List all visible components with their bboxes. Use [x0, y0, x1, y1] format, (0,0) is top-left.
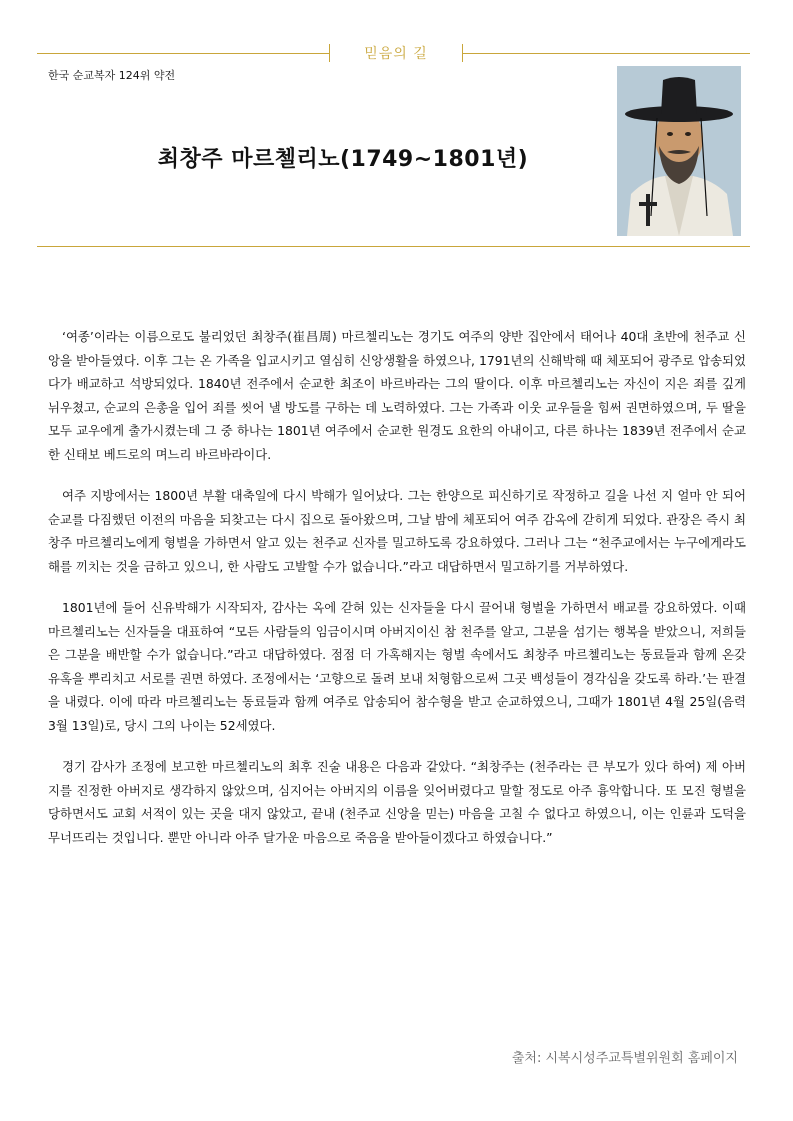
martyr-portrait — [617, 66, 741, 236]
paragraph-4: 경기 감사가 조정에 보고한 마르첼리노의 최후 진술 내용은 다음과 같았다. “최창주는 (천주라는 큰 부모가 있다 하여) 제 아버지를 진정한 아버지로 생각하지 않았으며, 심지어는 아버지의 이름을 잊어버렸다고 말할 정도로 아주 흉악합니다. 또 모진 형벌을 당하면서도 교회 서적이 있는 곳을 대지 않았고, 끝내 (천주교 신앙을 믿는) 마음을 고칠 수 없다고 하였으니, 이는 인륜과 도덕을 무너뜨리는 것입니다. 뿐만 아니라 아주 달가운 마음으로 죽음을 받아들이겠다고 하였습니다.” — [48, 759, 746, 845]
header-rule-right — [462, 53, 750, 54]
paragraph-2: 여주 지방에서는 1800년 부활 대축일에 다시 박해가 일어났다. 그는 한양으로 피신하기로 작정하고 길을 나선 지 얼마 안 되어 순교를 다짐했던 이전의 마음을 되찾고는 다시 집으로 돌아왔으며, 그날 밤에 체포되어 여주 감옥에 갇히게 되었다. 관장은 즉시 최창주 마르첼리노에게 형벌을 가하면서 알고 있는 천주교 신자를 밀고하도록 강요하였다. 그러나 그는 “천주교에서는 누구에게라도 해를 끼치는 것을 금하고 있으니, 한 사람도 고발할 수가 없습니다.”라고 대답하면서 밀고하기를 거부하였다. — [48, 488, 746, 574]
header-rule-left — [37, 53, 329, 54]
section-label: 믿음의 길 — [364, 46, 428, 62]
page-title: 최창주 마르첼리노(1749~1801년) — [157, 147, 529, 172]
source-citation: 출처: 시복시성주교특별위원회 홈페이지 — [511, 1051, 738, 1066]
portrait-illustration — [617, 66, 741, 236]
paragraph-3: 1801년에 들어 신유박해가 시작되자, 감사는 옥에 갇혀 있는 신자들을 다시 끌어내 형벌을 가하면서 배교를 강요하였다. 이때 마르첼리노는 신자들을 대표하여 “모든 사람들의 임금이시며 아버지이신 참 천주를 알고, 그분을 섬기는 행복을 받았으니, 저희들은 그분을 배반할 수가 없습니다.”라고 대답하였다. 점점 더 가혹해지는 형벌 속에서도 최창주 마르첼리노는 동료들과 함께 온갖 유혹을 뿌리치고 서로를 권면 하였다. 조정에서는 ‘고향으로 돌려 보내 처형함으로써 그곳 백성들이 경각심을 갖도록 하라.’는 판결을 내렸다. 이에 따라 마르첼리노는 동료들과 함께 여주로 압송되어 참수형을 받고 순교하였으니, 그때가 1801년 4월 25일(음력 3월 13일)로, 당시 그의 나이는 52세였다. — [48, 600, 746, 733]
header-bottom-rule — [37, 246, 750, 247]
series-subtitle: 한국 순교복자 124위 약전 — [48, 69, 176, 82]
article-body — [48, 325, 746, 867]
paragraph-1: ‘여종’이라는 이름으로도 불리었던 최창주(崔昌周) 마르첼리노는 경기도 여주의 양반 집안에서 태어나 40대 초반에 천주교 신앙을 받아들였다. 이후 그는 온 가족을 입교시키고 열심히 신앙생활을 하였으나, 1791년의 신해박해 때 체포되어 광주로 압송되었다가 배교하고 석방되었다. 1840년 전주에서 순교한 최조이 바르바라는 그의 딸이다. 이후 마르첼리노는 자신이 지은 죄를 깊게 뉘우쳤고, 순교의 은총을 입어 죄를 씻어 낼 방도를 구하는 데 노력하였다. 그는 가족과 이웃 교우들을 힘써 권면하였으며, 두 딸을 모두 교우에게 출가시켰는데 그 중 하나는 1801년 여주에서 순교한 원경도 요한의 아내이고, 다른 하나는 1839년 전주에서 순교한 신태보 베드로의 며느리 바르바라이다. — [48, 329, 746, 462]
